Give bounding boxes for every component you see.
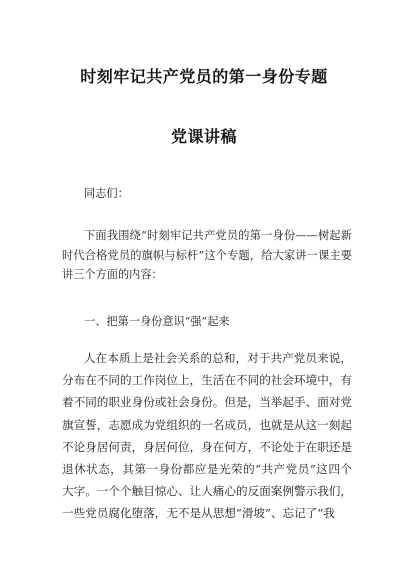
section-1-paragraph: 人在本质上是社会关系的总和，对于共产党员来说，分布在不同的工作岗位上，生活在不同的社会环境中，有着不同的职业身份或社会身份。但是，当举起手、面对党旗宣誓，志愿成为党组织的一名成员，也就是从这一刻起不论身居何责，身居何位，身在何方，不论处于在职还是退休状态，其第一身份都应是光荣的“共产党员”这四个大字。一个个触目惊心、让人痛心的反面案例警示我们，一些党员腐化堕落，无不是从思想“滑坡”、忘记了“我 <box>62 351 352 521</box>
intro-paragraph: 下面我围绕“时刻牢记共产党员的第一身份——树起新时代合格党员的旗帜与标杆”这个专题，给大家讲一课主要讲三个方面的内容： <box>62 229 352 281</box>
section-heading-1: 一、把第一身份意识“强”起来 <box>84 315 230 328</box>
document-title-line-2: 党课讲稿 <box>170 127 237 146</box>
greeting: 同志们： <box>84 187 129 200</box>
document-title-line-1: 时刻牢记共产党员的第一身份专题 <box>80 67 328 86</box>
